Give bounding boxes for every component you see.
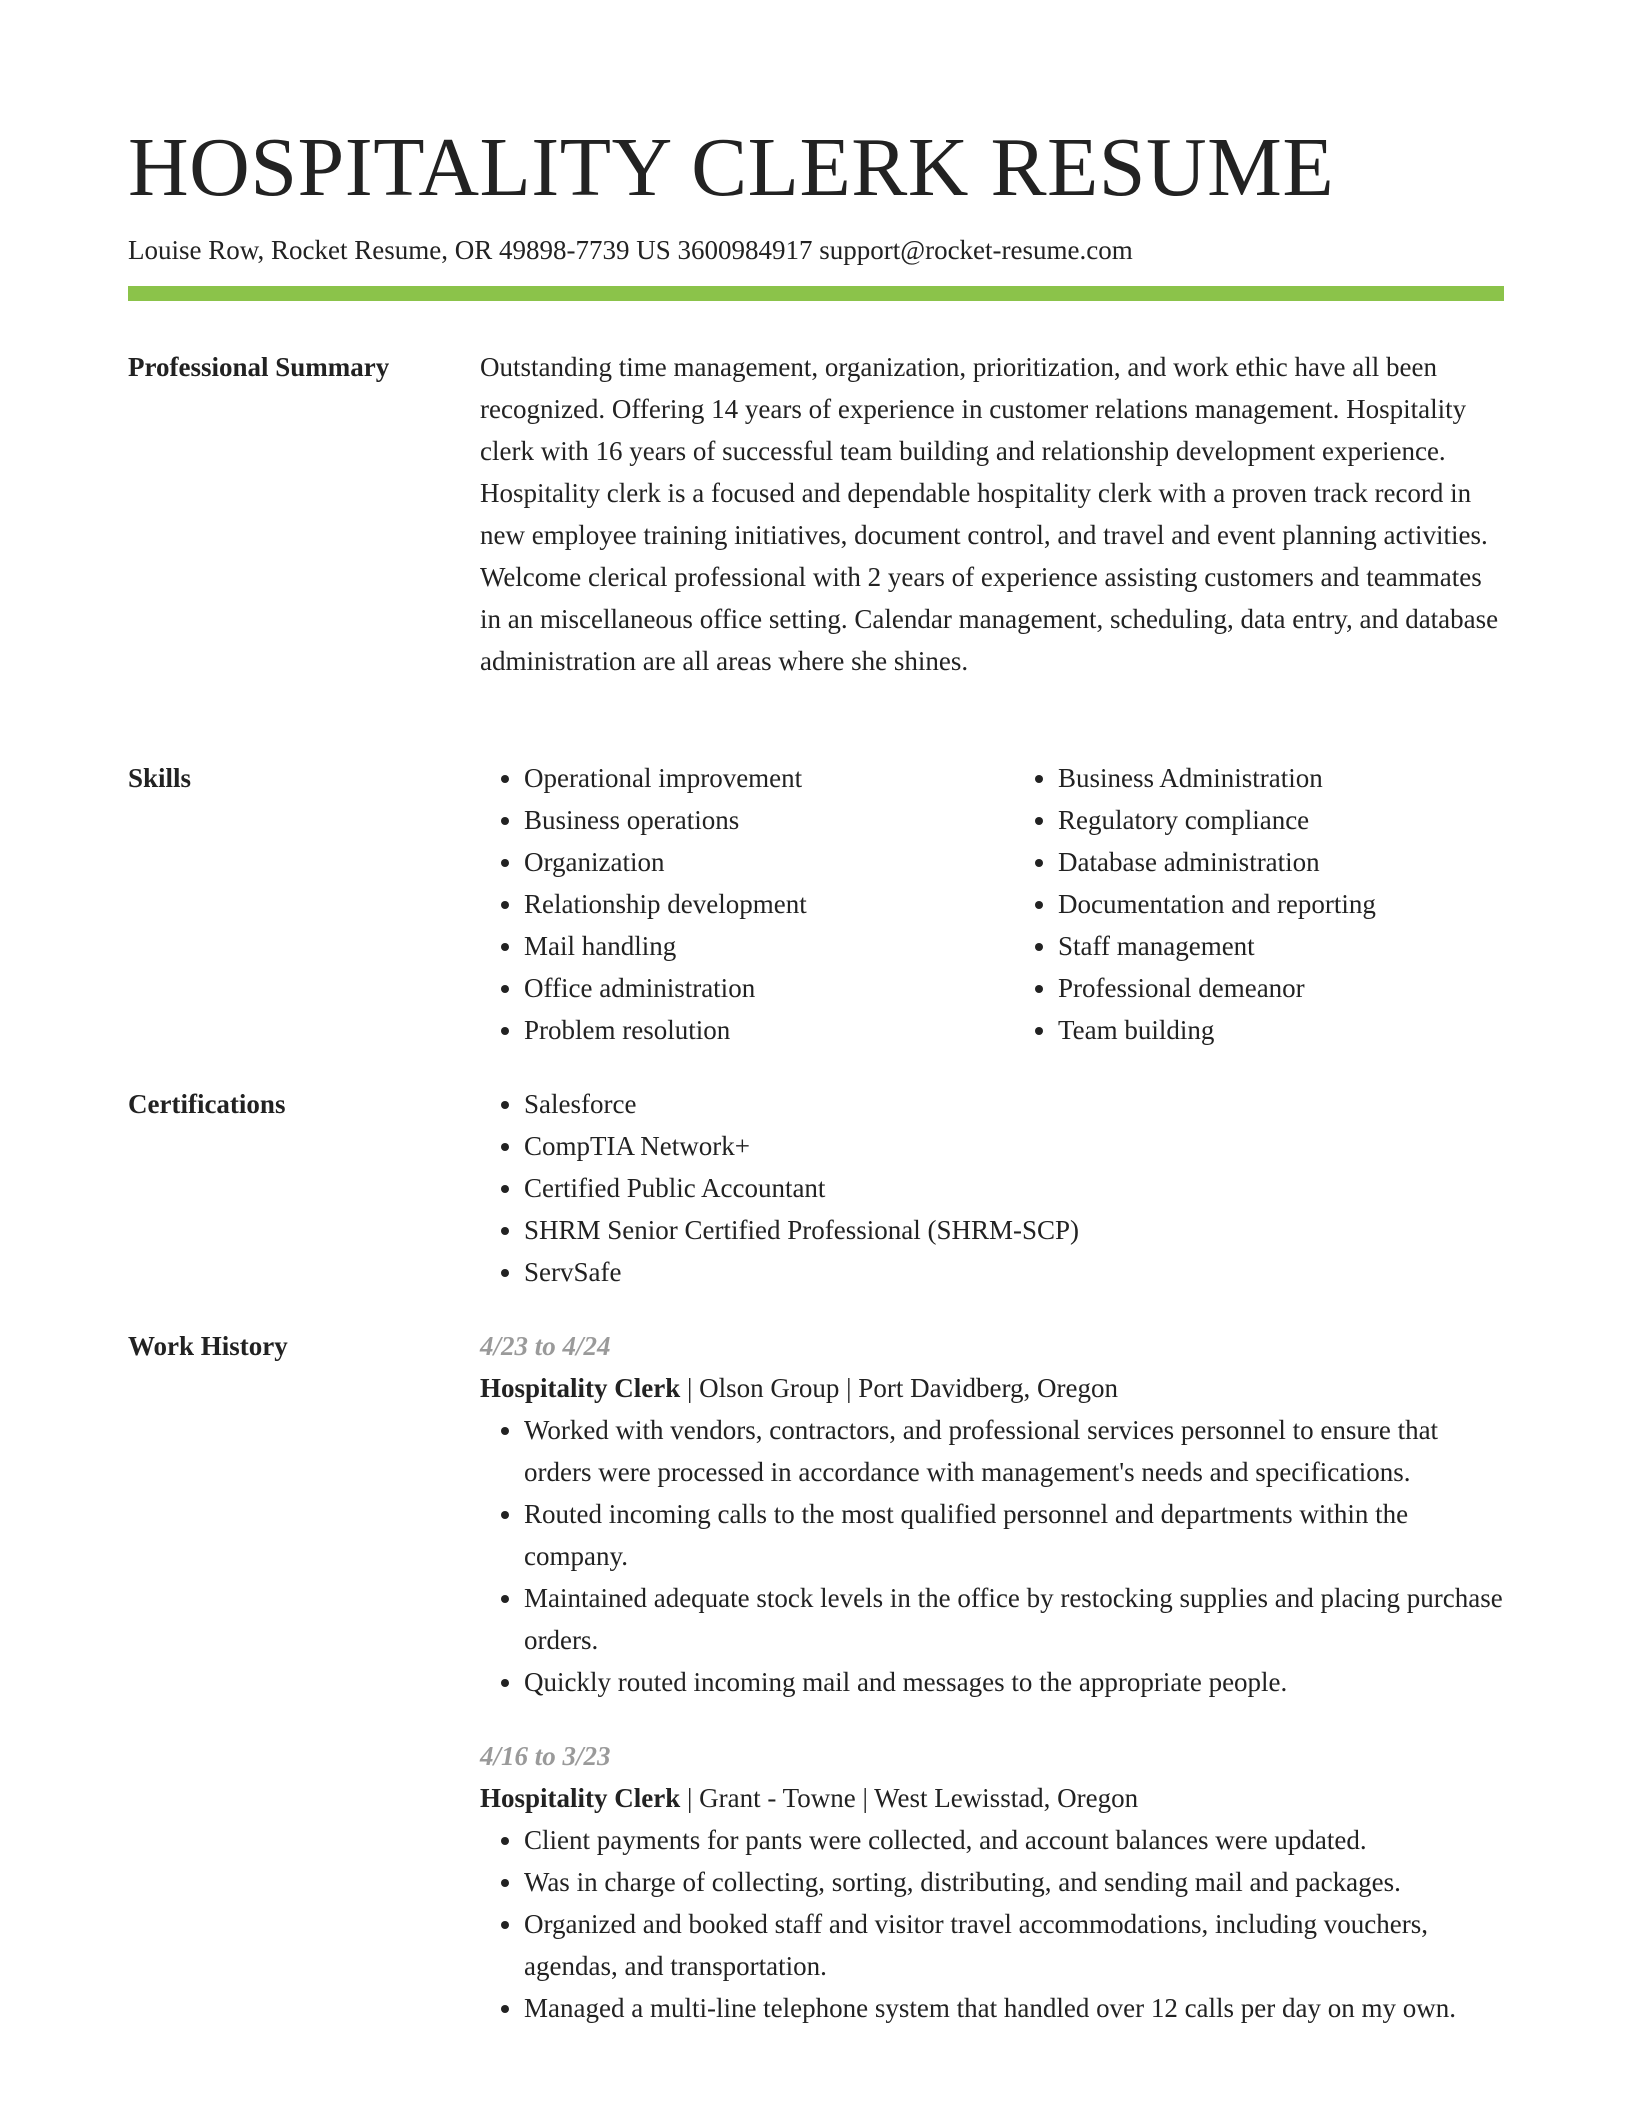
job-duty-item: • Quickly routed incoming mail and messages to the appropriate people. — [524, 1661, 1504, 1703]
certification-item: • SHRM Senior Certified Professional (SHRM-SCP) — [524, 1209, 1504, 1251]
certification-item: • Salesforce — [524, 1083, 1504, 1125]
skill-item: • Documentation and reporting — [1058, 883, 1504, 925]
job-duty-item: • Maintained adequate stock levels in the office by restocking supplies and placing purchase orders. — [524, 1577, 1504, 1661]
work-history-heading: Work History — [128, 1331, 288, 1361]
contact-line: Louise Row, Rocket Resume, OR 49898-7739 US 3600984917 support@rocket-resume.com — [128, 235, 1133, 265]
job-duty-item: • Client payments for pants were collected, and account balances were updated. — [524, 1819, 1504, 1861]
skill-item: • Staff management — [1058, 925, 1504, 967]
job-title: Hospitality Clerk — [480, 1373, 681, 1403]
summary-text: Outstanding time management, organization, prioritization, and work ethic have all been recognized. Offering 14 years of experience in customer relations management. Hospitality clerk with 16 years of successful team building and relationship development experience. Hospitality clerk is a focused and dependable hospitality clerk with a proven track record in new employee training initiatives, document control, and travel and event planning activities. Welcome clerical professional with 2 years of experience assisting customers and teammates in an miscellaneous office setting. Calendar management, scheduling, data entry, and database administration are all areas where she shines. — [480, 352, 1499, 676]
skill-item: • Database administration — [1058, 841, 1504, 883]
certifications-heading: Certifications — [128, 1089, 286, 1119]
header-divider — [128, 286, 1504, 301]
job-title: Hospitality Clerk — [480, 1783, 681, 1813]
job-duty-item: • Worked with vendors, contractors, and professional services personnel to ensure that orders were processed in accordance with management's needs and specifications. — [524, 1409, 1504, 1493]
job-duties-list — [480, 1409, 1504, 1703]
resume-title: HOSPITALITY CLERK RESUME — [128, 121, 1335, 214]
job-details: | Olson Group | Port Davidberg, Oregon — [680, 1373, 1119, 1403]
certifications-list — [480, 1083, 1504, 1293]
job-duty-item: • Managed a multi-line telephone system that handled over 12 calls per day on my own. — [524, 1987, 1504, 2029]
job-dates: 4/16 to 3/23 — [480, 1741, 611, 1771]
summary-heading: Professional Summary — [128, 352, 390, 382]
job-details: | Grant - Towne | West Lewisstad, Oregon — [680, 1783, 1139, 1813]
job-duty-item: • Routed incoming calls to the most qualified personnel and departments within the company. — [524, 1493, 1504, 1577]
job-dates: 4/23 to 4/24 — [480, 1331, 611, 1361]
skill-item: • Operational improvement — [524, 757, 970, 799]
skill-item: • Mail handling — [524, 925, 970, 967]
skill-item: • Office administration — [524, 967, 970, 1009]
job-header — [480, 1367, 1504, 1409]
job-duty-item: • Organized and booked staff and visitor travel accommodations, including vouchers, agendas, and transportation. — [524, 1903, 1504, 1987]
certification-item: • Certified Public Accountant — [524, 1167, 1504, 1209]
skills-list-left — [480, 757, 970, 1051]
skills-list-right — [1014, 757, 1504, 1051]
skill-item: • Relationship development — [524, 883, 970, 925]
skill-item: • Problem resolution — [524, 1009, 970, 1051]
skill-item: • Business Administration — [1058, 757, 1504, 799]
job-header — [480, 1777, 1504, 1819]
job-duties-list — [480, 1819, 1504, 2029]
skills-columns — [480, 757, 1504, 1051]
skill-item: • Professional demeanor — [1058, 967, 1504, 1009]
skill-item: • Team building — [1058, 1009, 1504, 1051]
job-entry — [480, 1325, 1504, 1703]
skill-item: • Organization — [524, 841, 970, 883]
skill-item: • Business operations — [524, 799, 970, 841]
job-duty-item: • Was in charge of collecting, sorting, distributing, and sending mail and packages. — [524, 1861, 1504, 1903]
certification-item: • CompTIA Network+ — [524, 1125, 1504, 1167]
skill-item: • Regulatory compliance — [1058, 799, 1504, 841]
job-entry — [480, 1735, 1504, 2029]
skills-heading: Skills — [128, 763, 192, 793]
certification-item: • ServSafe — [524, 1251, 1504, 1293]
